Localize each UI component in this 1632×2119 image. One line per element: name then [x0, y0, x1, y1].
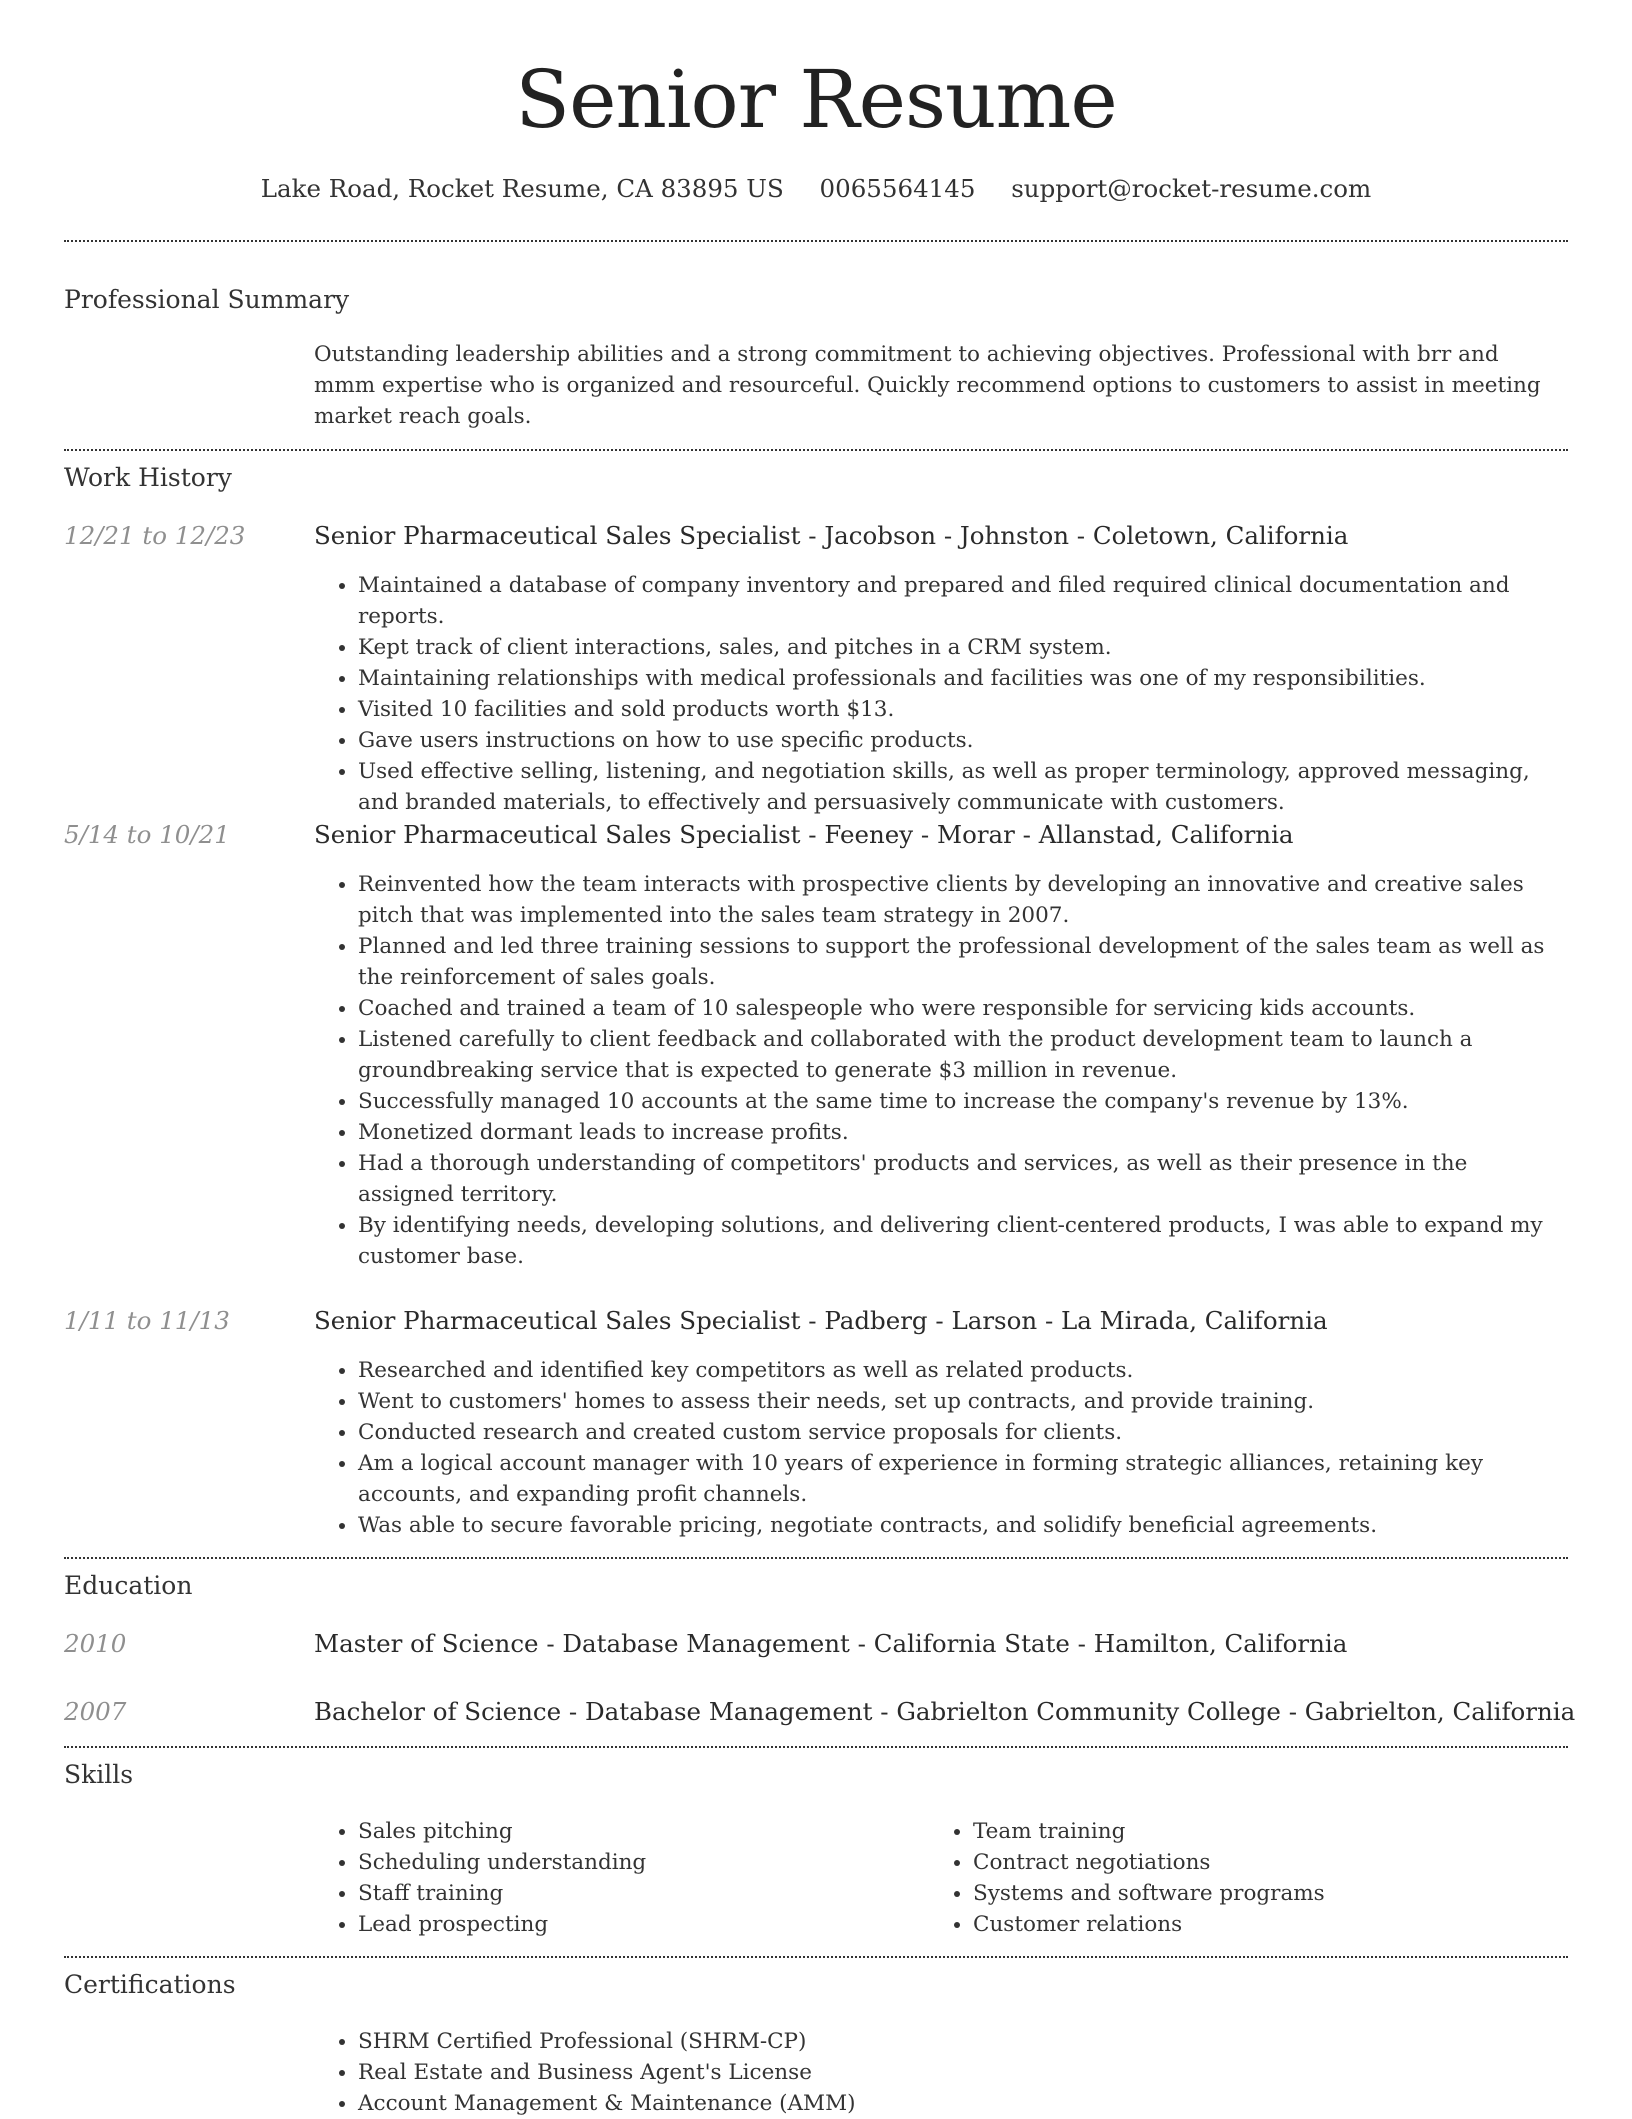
education-degree: Master of Science - Database Management - California State - Hamilton, California	[314, 1629, 1348, 1658]
job-bullet: • Reinvented how the team interacts with prospective clients by developing an innovative and creative sales pitch that was implemented into the sales team strategy in 2007.	[358, 869, 1568, 931]
job-bullet: • Used effective selling, listening, and negotiation skills, as well as proper terminology, approved messaging, and branded materials, to effectively and persuasively communicate with customers.	[358, 756, 1568, 818]
resume-name: Senior Resume	[515, 53, 1117, 146]
skill-item: • Systems and software programs	[973, 1878, 1529, 1909]
contact-address: Lake Road, Rocket Resume, CA 83895 US	[260, 174, 784, 203]
job-bullet: • Went to customers' homes to assess their needs, set up contracts, and provide training.	[358, 1386, 1568, 1417]
skill-item: • Team training	[973, 1816, 1529, 1847]
job-bullet: • Listened carefully to client feedback and collaborated with the product development team to launch a groundbreaking service that is expected to generate $3 million in revenue.	[358, 1024, 1568, 1086]
skills-list-left	[314, 1816, 914, 1940]
job-bullet: • Conducted research and created custom service proposals for clients.	[358, 1417, 1568, 1448]
job-bullet: • Gave users instructions on how to use specific products.	[358, 725, 1568, 756]
certifications-heading: Certifications	[64, 1970, 236, 1999]
job-bullet: • Was able to secure favorable pricing, negotiate contracts, and solidify beneficial agreements.	[358, 1510, 1568, 1541]
skills-heading: Skills	[64, 1760, 134, 1789]
skill-item: • Customer relations	[973, 1909, 1529, 1940]
summary-heading: Professional Summary	[64, 285, 350, 314]
education-year: 2010	[64, 1629, 127, 1658]
job-dates: 12/21 to 12/23	[64, 521, 246, 550]
summary-text: Outstanding leadership abilities and a strong commitment to achieving objectives. Professional with brr and mmm expertise who is organized and resourceful. Quickly recommend options to customers to assist in meeting market reach goals.	[314, 342, 1541, 429]
education-heading: Education	[64, 1571, 193, 1600]
job-bullet: • Planned and led three training sessions to support the professional development of the sales team as well as the reinforcement of sales goals.	[358, 931, 1568, 993]
job-dates: 1/11 to 11/13	[64, 1306, 230, 1335]
work-history-heading: Work History	[64, 463, 232, 492]
contact-phone: 0065564145	[819, 174, 976, 203]
section-divider	[64, 1956, 1568, 1958]
skill-item: • Staff training	[358, 1878, 914, 1909]
job-bullet: • Researched and identified key competitors as well as related products.	[358, 1355, 1568, 1386]
job-bullet: • Maintaining relationships with medical professionals and facilities was one of my responsibilities.	[358, 663, 1568, 694]
job-title: Senior Pharmaceutical Sales Specialist - Jacobson - Johnston - Coletown, California	[314, 521, 1349, 550]
job-bullet: • Had a thorough understanding of competitors' products and services, as well as their presence in the assigned territory.	[358, 1148, 1568, 1210]
job-bullet: • Kept track of client interactions, sales, and pitches in a CRM system.	[358, 632, 1568, 663]
skill-item: • Scheduling understanding	[358, 1847, 914, 1878]
job-bullet: • Coached and trained a team of 10 salespeople who were responsible for servicing kids accounts.	[358, 993, 1568, 1024]
certification-item: • Account Management & Maintenance (AMM)	[358, 2088, 1568, 2119]
job-dates: 5/14 to 10/21	[64, 820, 230, 849]
skill-item: • Lead prospecting	[358, 1909, 914, 1940]
job-bullet: • Successfully managed 10 accounts at the same time to increase the company's revenue by 13%.	[358, 1086, 1568, 1117]
contact-line	[0, 170, 1632, 208]
contact-email: support@rocket-resume.com	[1011, 174, 1372, 203]
section-divider	[64, 1557, 1568, 1559]
job-bullet: • By identifying needs, developing solutions, and delivering client-centered products, I was able to expand my customer base.	[358, 1210, 1568, 1272]
job-bullet: • Am a logical account manager with 10 years of experience in forming strategic alliances, retaining key accounts, and expanding profit channels.	[358, 1448, 1568, 1510]
skills-list-right	[929, 1816, 1529, 1940]
job-bullet: • Visited 10 facilities and sold products worth $13.	[358, 694, 1568, 725]
certifications-list	[314, 2026, 1568, 2119]
section-divider	[64, 240, 1568, 242]
section-divider	[64, 449, 1568, 451]
section-divider	[64, 1746, 1568, 1748]
job-bullets	[314, 1355, 1568, 1541]
certification-item: • SHRM Certified Professional (SHRM-CP)	[358, 2026, 1568, 2057]
skill-item: • Contract negotiations	[973, 1847, 1529, 1878]
job-bullet: • Monetized dormant leads to increase profits.	[358, 1117, 1568, 1148]
job-bullets	[314, 869, 1568, 1272]
job-bullets	[314, 570, 1568, 818]
job-title: Senior Pharmaceutical Sales Specialist - Feeney - Morar - Allanstad, California	[314, 820, 1294, 849]
education-year: 2007	[64, 1697, 127, 1726]
education-degree: Bachelor of Science - Database Management - Gabrielton Community College - Gabrielton, California	[314, 1697, 1576, 1726]
job-title: Senior Pharmaceutical Sales Specialist - Padberg - Larson - La Mirada, California	[314, 1306, 1328, 1335]
skill-item: • Sales pitching	[358, 1816, 914, 1847]
certification-item: • Real Estate and Business Agent's License	[358, 2057, 1568, 2088]
job-bullet: • Maintained a database of company inventory and prepared and filed required clinical documentation and reports.	[358, 570, 1568, 632]
